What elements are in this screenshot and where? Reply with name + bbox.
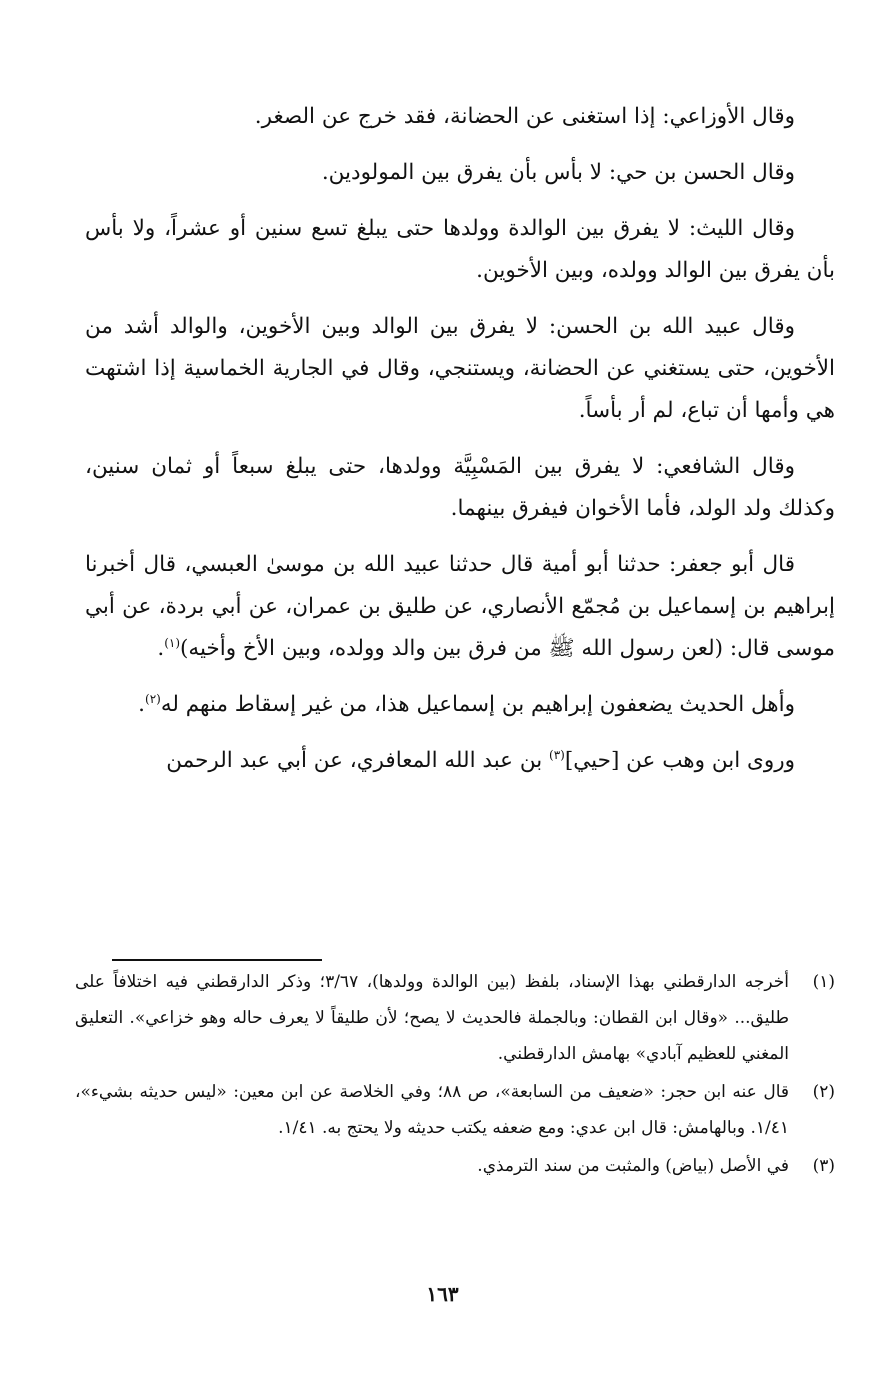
footnote-ref-1[interactable]: (١) <box>164 635 181 650</box>
footnote-text: قال عنه ابن حجر: «ضعيف من السابعة»، ص ٨٨؛ وفي الخلاصة عن ابن معين: «ليس حديثه بشيء»، ١/٤١. وبالهامش: قال ابن عدي: ومع ضعفه يكتب حديثه ولا يحتج به. ١/٤١. <box>75 1082 789 1138</box>
footnote-1 <box>75 964 835 1072</box>
footnote-3 <box>75 1148 835 1184</box>
ibn-wahb-after: بن عبد الله المعافري، عن أبي عبد الرحمن <box>166 748 550 773</box>
footnote-ref-3[interactable]: (٣) <box>549 747 565 762</box>
ibn-wahb-before: وروى ابن وهب عن [حيي] <box>564 748 795 773</box>
paragraph-weakness <box>85 684 835 726</box>
paragraph-hasan: وقال الحسن بن حي: لا بأس بأن يفرق بين المولودين. <box>321 160 795 185</box>
footnote-number: (١) <box>812 972 835 992</box>
footnotes <box>75 964 835 1186</box>
paragraph-layth: وقال الليث: لا يفرق بين الوالدة وولدها حتى يبلغ تسع سنين أو عشراً، ولا بأس بأن يفرق بين الوالد وولده، وبين الأخوين. <box>85 216 835 283</box>
page-number: ١٦٣ <box>426 1282 459 1306</box>
footnote-number: (٣) <box>812 1156 835 1176</box>
footnote-number: (٢) <box>812 1082 835 1102</box>
footnote-ref-2[interactable]: (٢) <box>145 691 161 706</box>
hadith-text: قال أبو جعفر: حدثنا أبو أمية قال حدثنا عبيد الله بن موسىٰ العبسي، قال أخبرنا إبراهيم بن إسماعيل بن مُجمّع الأنصاري، عن طليق بن عمران، عن أبي بردة، عن أبي موسى قال: (لعن رسول الله ﷺ من فرق بين والد وولده، وبين الأخ وأخيه) <box>85 552 835 661</box>
footnote-text: أخرجه الدارقطني بهذا الإسناد، بلفظ (بين الوالدة وولدها)، ٣/٦٧؛ وذكر الدارقطني فيه اختلافاً على طليق... «وقال ابن القطان: وبالجملة فالحديث لا يصح؛ لأن طليقاً لا يعرف حاله وهو خزاعي». التعليق المغني للعظيم آبادي» بهامش الدارقطني. <box>75 972 789 1064</box>
paragraph-ibn-wahb <box>85 740 835 782</box>
paragraph-shafii: وقال الشافعي: لا يفرق بين المَسْبِيَّة وولدها، حتى يبلغ سبعاً أو ثمان سنين، وكذلك ولد الولد، فأما الأخوان فيفرق بينهما. <box>85 454 835 521</box>
main-text <box>85 96 835 796</box>
paragraph-awzai: وقال الأوزاعي: إذا استغنى عن الحضانة، فقد خرج عن الصغر. <box>254 104 795 129</box>
hadith-end: . <box>157 636 165 661</box>
paragraph-ubaydullah: وقال عبيد الله بن الحسن: لا يفرق بين الوالد وبين الأخوين، والوالد أشد من الأخوين، حتى يستغني عن الحضانة، ويستنجي، وقال في الجارية الخماسية إذا اشتهت هي وأمها أن تباع، لم أر بأساً. <box>85 314 835 423</box>
weakness-text: وأهل الحديث يضعفون إبراهيم بن إسماعيل هذا، من غير إسقاط منهم له <box>160 692 795 717</box>
paragraph-hadith <box>85 544 835 670</box>
footnote-2 <box>75 1074 835 1146</box>
footnote-divider <box>112 959 322 961</box>
weakness-end: . <box>138 692 145 717</box>
footnote-text: في الأصل (بياض) والمثبت من سند الترمذي. <box>477 1156 789 1176</box>
